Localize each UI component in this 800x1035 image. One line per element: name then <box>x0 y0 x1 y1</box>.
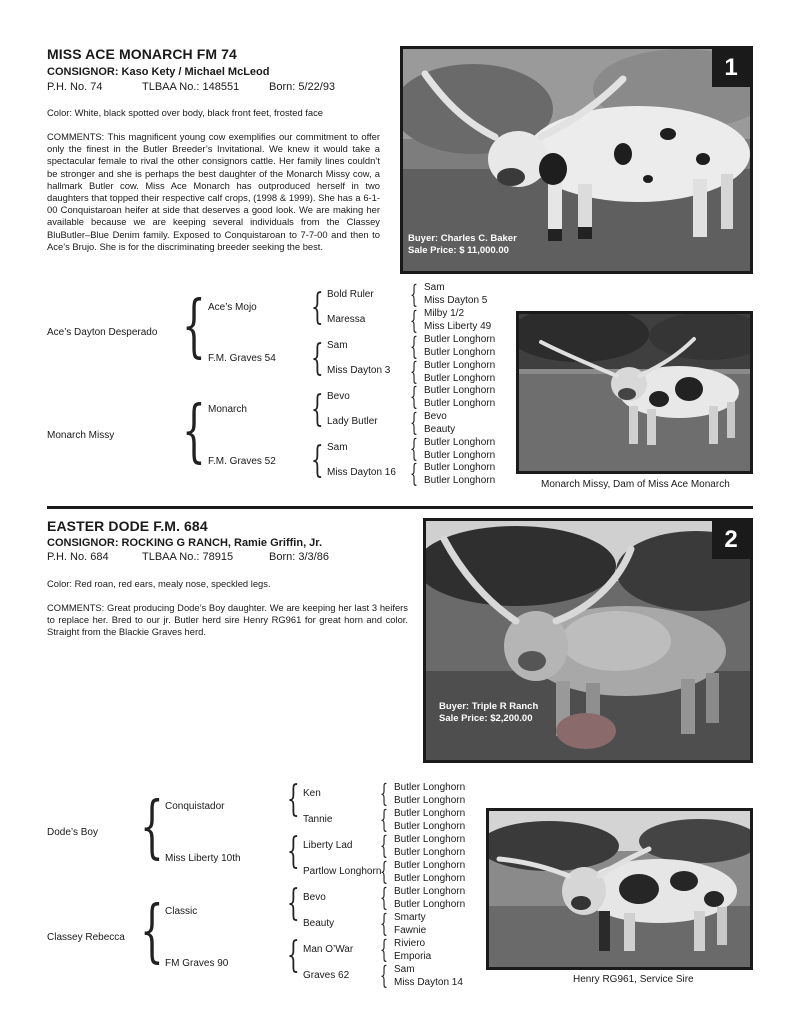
lot2-brace-gen2: { <box>287 779 300 820</box>
lot2-brace-gen2: { <box>287 883 300 924</box>
longhorn-cow-photo <box>426 521 750 760</box>
lot2-pedigree-gen4: Butler Longhorn <box>394 847 466 858</box>
lot2-brace-gen3: { <box>380 857 388 886</box>
lot2-pedigree-gen3: Beauty <box>303 918 335 929</box>
lot2-number-badge: 2 <box>712 521 750 559</box>
lot1-pedigree-gen3: Miss Dayton 16 <box>327 467 396 478</box>
lot1-pedigree-gen4: Butler Longhorn <box>424 450 496 461</box>
lot2-main-photo <box>423 518 753 763</box>
lot1-brace-gen2: { <box>311 287 324 328</box>
lot2-title: EASTER DODE F.M. 684 <box>47 518 208 534</box>
lot2-pedigree-gen4: Butler Longhorn <box>394 821 466 832</box>
lot1-pedigree-gen3: Miss Dayton 3 <box>327 365 391 376</box>
section-divider <box>47 506 753 509</box>
lot1-brace-gen2: { <box>311 338 324 379</box>
lot2-pedigree-gen4: Butler Longhorn <box>394 860 466 871</box>
lot1-brace-gen3: { <box>410 382 418 411</box>
lot1-pedigree-gen4: Milby 1/2 <box>424 308 465 319</box>
lot1-pedigree-gen3: Maressa <box>327 314 366 325</box>
lot2-brace-gen3: { <box>380 935 388 964</box>
lot1-brace-gen1-a: { <box>182 287 206 366</box>
lot1-pedigree-gen2: Ace’s Mojo <box>208 302 257 313</box>
longhorn-cow-photo <box>519 314 750 471</box>
lot1-pedigree-gen4: Butler Longhorn <box>424 462 496 473</box>
lot1-pedigree-gen4: Miss Dayton 5 <box>424 295 488 306</box>
lot1-title: MISS ACE MONARCH FM 74 <box>47 46 237 62</box>
lot1-sale-price: Sale Price: $ 11,000.00 <box>408 245 509 256</box>
lot2-pedigree-gen3: Graves 62 <box>303 970 350 981</box>
lot1-brace-gen3: { <box>410 434 418 463</box>
lot1-pedigree-gen4: Butler Longhorn <box>424 360 496 371</box>
lot2-brace-gen3: { <box>380 961 388 990</box>
lot1-photo-caption: Monarch Missy, Dam of Miss Ace Monarch <box>541 479 730 490</box>
lot2-pedigree-gen4: Butler Longhorn <box>394 899 466 910</box>
lot1-pedigree-gen4: Butler Longhorn <box>424 334 496 345</box>
lot1-color-description: Color: White, black spotted over body, black front feet, frosted face <box>47 107 324 118</box>
lot1-pedigree-gen4: Miss Liberty 49 <box>424 321 492 332</box>
lot1-brace-gen2: { <box>311 389 324 430</box>
lot2-pedigree-gen4: Fawnie <box>394 925 427 936</box>
lot2-pedigree-gen4: Butler Longhorn <box>394 886 466 897</box>
longhorn-bull-photo <box>489 811 750 967</box>
lot1-pedigree-gen4: Bevo <box>424 411 447 422</box>
lot2-pedigree-gen2: Miss Liberty 10th <box>165 853 241 864</box>
lot2-pedigree-gen4: Butler Longhorn <box>394 808 466 819</box>
lot2-pedigree-gen2: Conquistador <box>165 801 225 812</box>
lot2-color-description: Color: Red roan, red ears, mealy nose, speckled legs. <box>47 578 271 589</box>
lot1-consignor: CONSIGNOR: Kaso Kety / Michael McLeod <box>47 66 270 78</box>
lot2-brace-gen2: { <box>287 831 300 872</box>
lot1-brace-gen1-b: { <box>182 392 206 471</box>
lot2-pedigree-gen4: Smarty <box>394 912 426 923</box>
lot2-pedigree-gen3: Bevo <box>303 892 326 903</box>
lot1-brace-gen3: { <box>410 357 418 386</box>
lot1-pedigree-gen4: Butler Longhorn <box>424 475 496 486</box>
lot2-brace-gen3: { <box>380 779 388 808</box>
lot2-pedigree-gen2: FM Graves 90 <box>165 958 229 969</box>
lot2-comments: COMMENTS: Great producing Dode’s Boy daughter. We are keeping her last 3 heifers to replace her. Bred to our jr. Butler herd sire Henry RG961 for great horn and color. Straight from the Blackie Graves herd. <box>47 602 408 638</box>
lot2-pedigree-gen4: Miss Dayton 14 <box>394 977 463 988</box>
lot2-brace-gen3: { <box>380 909 388 938</box>
lot2-brace-gen1-b: { <box>140 892 164 971</box>
lot1-pedigree-gen3: Sam <box>327 442 348 453</box>
lot1-pedigree-gen3: Bold Ruler <box>327 289 374 300</box>
lot2-pedigree-dam: Classey Rebecca <box>47 932 125 943</box>
lot1-pedigree-gen4: Butler Longhorn <box>424 347 496 358</box>
lot2-sale-price: Sale Price: $2,200.00 <box>439 713 533 724</box>
lot1-pedigree-gen2: F.M. Graves 54 <box>208 353 276 364</box>
lot2-pedigree-gen4: Emporia <box>394 951 432 962</box>
lot2-brace-gen1-a: { <box>140 788 164 867</box>
lot1-buyer: Buyer: Charles C. Baker <box>408 233 517 244</box>
lot2-pedigree-gen4: Sam <box>394 964 415 975</box>
lot1-pedigree-gen4: Butler Longhorn <box>424 437 496 448</box>
lot1-ph-number: P.H. No. 74 <box>47 81 103 93</box>
lot1-pedigree-dam: Monarch Missy <box>47 430 115 441</box>
lot1-brace-gen3: { <box>410 408 418 437</box>
lot1-comments: COMMENTS: This magnificent young cow exemplifies our commitment to offer only the finest in the Butler Breeder’s Invitational. We knew it would take a spectacular female to rival the other consignors cattle. Her family lines couldn’t be stronger and she is perhaps the best daughter of the Monarch Missy cow, a hallmark Butler cow. Miss Ace Monarch has outproduced herself in two daughters that topped their respective calf crops, (1998 & 1999). She has a 6-1-00 Conquistaroan heifer at side that deserves a good look. We are making her available because we are keeping several individuals from the Classey BluButler–Blue Denim family. Exposed to Conquistaroan to 7-7-00 and then to Ace’s Brujo. She is for the discriminating breeder seeking the best. <box>47 131 380 252</box>
lot2-brace-gen3: { <box>380 883 388 912</box>
lot2-pedigree-gen4: Butler Longhorn <box>394 782 466 793</box>
lot2-pedigree-gen4: Riviero <box>394 938 426 949</box>
lot2-sire-photo <box>486 808 753 970</box>
lot2-consignor: CONSIGNOR: ROCKING G RANCH, Ramie Griffin, Jr. <box>47 537 323 549</box>
lot2-pedigree-gen3: Man O’War <box>303 944 354 955</box>
lot1-pedigree-gen3: Lady Butler <box>327 416 378 427</box>
lot1-pedigree-gen4: Butler Longhorn <box>424 385 496 396</box>
lot1-pedigree-gen4: Butler Longhorn <box>424 398 496 409</box>
lot1-pedigree-gen4: Beauty <box>424 424 456 435</box>
lot1-brace-gen3: { <box>410 459 418 488</box>
lot1-pedigree-gen3: Bevo <box>327 391 350 402</box>
lot2-pedigree-gen3: Liberty Lad <box>303 840 353 851</box>
lot1-brace-gen3: { <box>410 332 418 361</box>
lot2-ph-number: P.H. No. 684 <box>47 551 109 563</box>
lot2-brace-gen3: { <box>380 805 388 834</box>
lot1-pedigree-gen4: Sam <box>424 282 445 293</box>
lot1-brace-gen2: { <box>311 440 324 481</box>
lot2-photo-caption: Henry RG961, Service Sire <box>573 974 694 985</box>
lot1-birth-date: Born: 5/22/93 <box>269 81 336 93</box>
lot2-pedigree-gen4: Butler Longhorn <box>394 834 466 845</box>
lot2-pedigree-gen3: Ken <box>303 788 321 799</box>
lot1-brace-gen3: { <box>410 306 418 335</box>
lot1-pedigree-gen4: Butler Longhorn <box>424 373 496 384</box>
lot1-number-badge: 1 <box>712 49 750 87</box>
lot1-main-photo <box>400 46 753 274</box>
lot1-pedigree-gen2: Monarch <box>208 404 247 415</box>
lot2-buyer: Buyer: Triple R Ranch <box>439 701 539 712</box>
lot2-birth-date: Born: 3/3/86 <box>269 551 329 563</box>
lot2-pedigree-sire: Dode’s Boy <box>47 827 98 838</box>
lot2-brace-gen3: { <box>380 831 388 860</box>
lot2-pedigree-gen4: Butler Longhorn <box>394 873 466 884</box>
lot2-pedigree-gen3: Tannie <box>303 814 333 825</box>
lot2-pedigree-gen4: Butler Longhorn <box>394 795 466 806</box>
lot1-dam-photo <box>516 311 753 474</box>
lot1-pedigree-gen3: Sam <box>327 340 348 351</box>
lot1-pedigree-gen2: F.M. Graves 52 <box>208 456 276 467</box>
lot2-pedigree-gen3: Partlow Longhorn <box>303 866 382 877</box>
lot1-brace-gen3: { <box>410 280 418 309</box>
lot1-tlbaa-number: TLBAA No.: 148551 <box>142 81 240 93</box>
lot2-brace-gen2: { <box>287 935 300 976</box>
lot1-pedigree-sire: Ace’s Dayton Desperado <box>47 327 158 338</box>
lot2-tlbaa-number: TLBAA No.: 78915 <box>142 551 234 563</box>
lot2-pedigree-gen2: Classic <box>165 906 198 917</box>
